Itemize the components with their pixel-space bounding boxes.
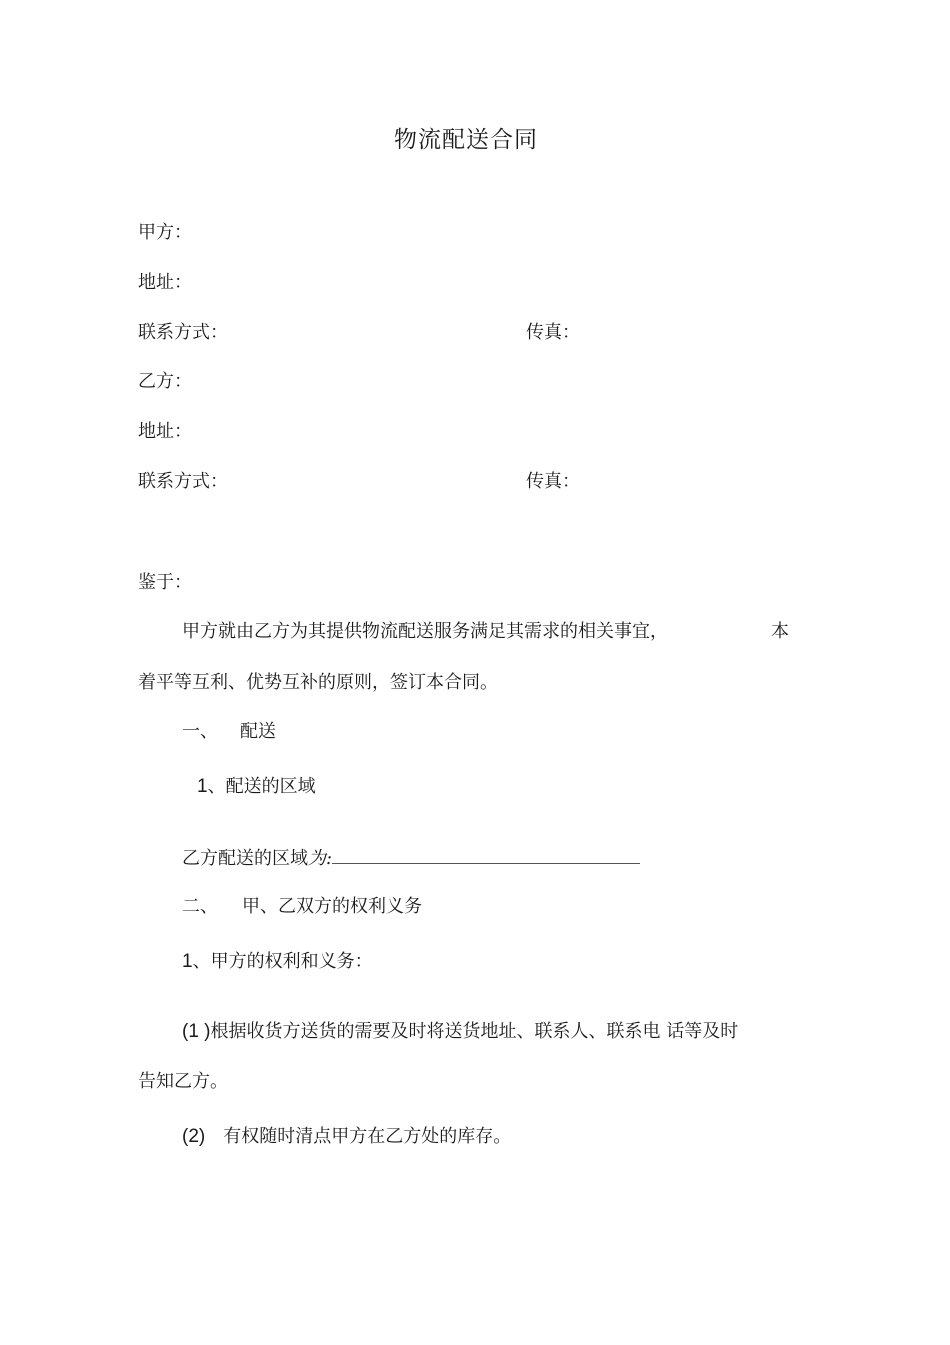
party-b-address-label: 地址： <box>138 421 192 442</box>
party-a-fax-label: 传真： <box>526 322 580 343</box>
delivery-area-suffix: 为: <box>308 848 333 869</box>
section1-number: 一、 <box>182 721 218 742</box>
section2-sub1-text: 、甲方的权利和义务： <box>192 951 373 972</box>
delivery-area-blank <box>332 846 640 864</box>
section1-sub1-label: 1、配送的区域 <box>197 776 316 797</box>
item2-number: (2) <box>182 1126 206 1147</box>
party-a-address-label: 地址： <box>138 272 192 293</box>
item1-line2: 告知乙方。 <box>138 1071 228 1092</box>
delivery-area-text: 乙方配送的区域 <box>182 848 308 869</box>
item1-text-line1: 根据收货方送货的需要及时将送货地址、联系人、联系电 话等及时 <box>210 1021 739 1042</box>
whereas-paragraph-line1-end: 本 <box>771 621 789 642</box>
item1-line1 <box>182 1021 738 1043</box>
party-b-contact-label: 联系方式： <box>138 471 228 492</box>
item1-number: (1 ) <box>182 1021 211 1042</box>
party-b-fax-label: 传真： <box>526 471 580 492</box>
item2-line <box>182 1126 511 1148</box>
section2-number: 二、 <box>182 896 218 917</box>
section2-sub1-label: 1、甲方的权利和义务： <box>182 951 373 972</box>
section2-heading: 甲、乙双方的权利义务 <box>242 896 422 917</box>
party-a-contact-label: 联系方式： <box>138 322 228 343</box>
section1-sub1-text: 、配送的区域 <box>207 776 316 797</box>
whereas-paragraph-line2: 着平等互利、优势互补的原则，签订本合同。 <box>138 672 498 693</box>
delivery-area-line <box>182 846 640 870</box>
section1-heading: 配送 <box>240 721 276 742</box>
party-b-name-label: 乙方： <box>138 371 192 392</box>
item2-text: 有权随时清点甲方在乙方处的库存。 <box>223 1126 512 1147</box>
party-a-name-label: 甲方： <box>138 222 192 243</box>
document-title: 物流配送合同 <box>394 127 538 153</box>
whereas-paragraph-line1: 甲方就由乙方为其提供物流配送服务满足其需求的相关事宜， <box>182 621 668 642</box>
whereas-label: 鉴于： <box>138 572 192 593</box>
